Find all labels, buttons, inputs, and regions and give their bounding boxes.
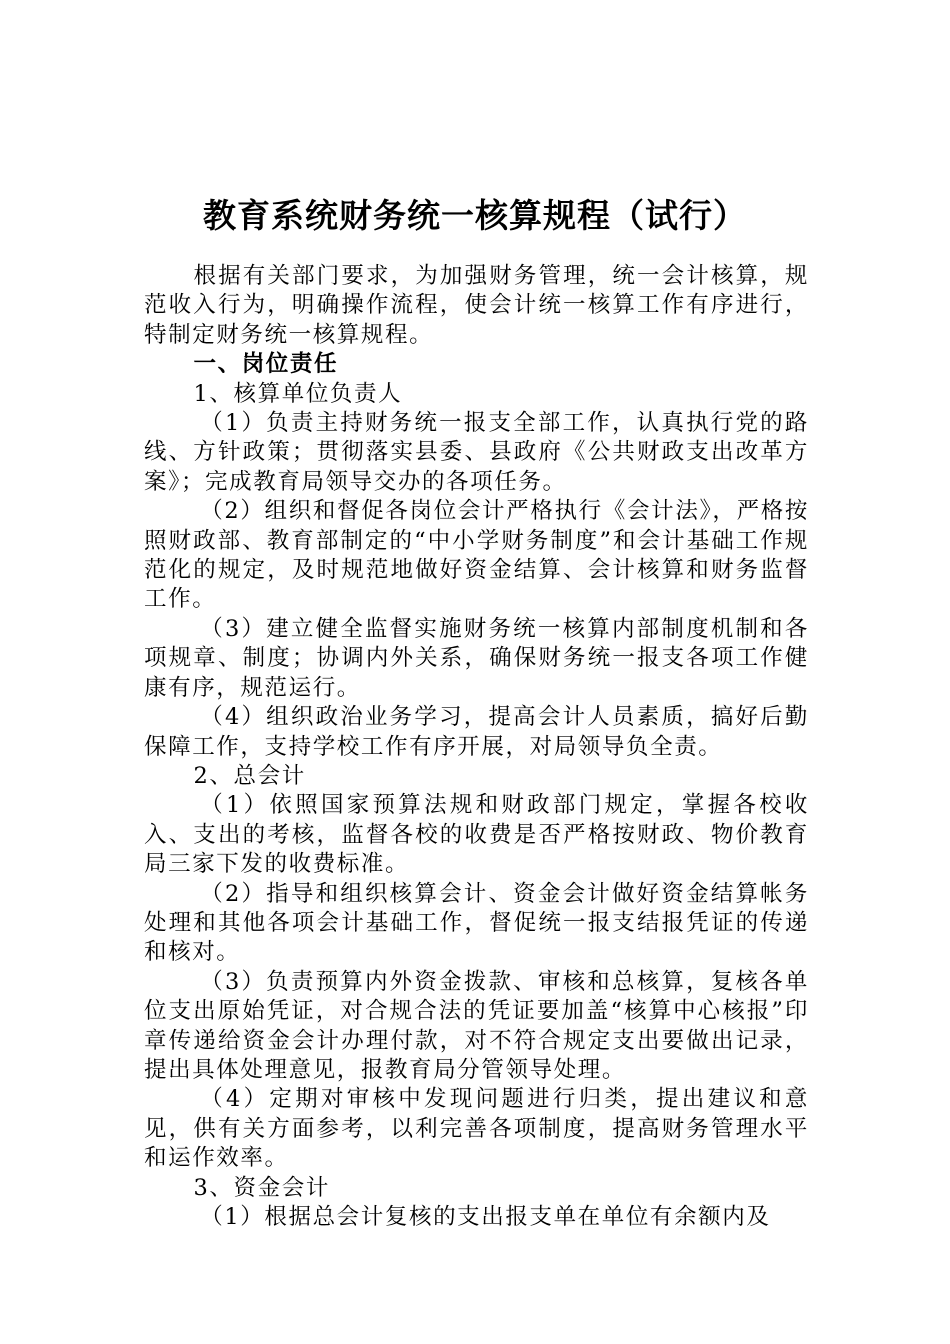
list-item: （3）建立健全监督实施财务统一核算内部制度机制和各项规章、制度；协调内外关系，确保财务统一报支各项工作健康有序，规范运行。	[144, 615, 809, 701]
list-item: （4）定期对审核中发现问题进行归类，提出建议和意见，供有关方面参考，以利完善各项制度，提高财务管理水平和运作效率。	[144, 1086, 809, 1172]
intro-paragraph: 根据有关部门要求，为加强财务管理，统一会计核算，规范收入行为，明确操作流程，使会计统一核算工作有序进行，特制定财务统一核算规程。	[144, 263, 809, 348]
subsection-heading-chief-accountant: 2、总会计	[193, 762, 306, 789]
subsection-heading-unit-head: 1、核算单位负责人	[193, 380, 403, 407]
list-item: （2）组织和督促各岗位会计严格执行《会计法》，严格按照财政部、教育部制定的“中小学财务制度”和会计基础工作规范化的规定，及时规范地做好资金结算、会计核算和财务监督工作。	[144, 498, 809, 613]
list-item: （1）依照国家预算法规和财政部门规定，掌握各校收入、支出的考核，监督各校的收费是否严格按财政、物价教育局三家下发的收费标准。	[144, 792, 809, 878]
list-item: （2）指导和组织核算会计、资金会计做好资金结算帐务处理和其他各项会计基础工作，督促统一报支结报凭证的传递和核对。	[144, 880, 809, 966]
document-title: 教育系统财务统一核算规程（试行）	[203, 196, 747, 235]
list-item: （4）组织政治业务学习，提高会计人员素质，搞好后勤保障工作，支持学校工作有序开展，对局领导负全责。	[144, 704, 809, 760]
document-body	[144, 262, 809, 1232]
subsection-heading-fund-accountant: 3、资金会计	[193, 1174, 330, 1201]
list-item: （3）负责预算内外资金拨款、审核和总核算，复核各单位支出原始凭证，对合规合法的凭证要加盖“核算中心核报”印章传递给资金会计办理付款，对不符合规定支出要做出记录，提出具体处理意见，报教育局分管领导处理。	[144, 968, 809, 1083]
section-heading-duties: 一、岗位责任	[193, 351, 339, 378]
list-item: （1）根据总会计复核的支出报支单在单位有余额内及	[200, 1204, 771, 1230]
list-item: （1）负责主持财务统一报支全部工作，认真执行党的路线、方针政策；贯彻落实县委、县政府《公共财政支出改革方案》；完成教育局领导交办的各项任务。	[144, 410, 809, 495]
